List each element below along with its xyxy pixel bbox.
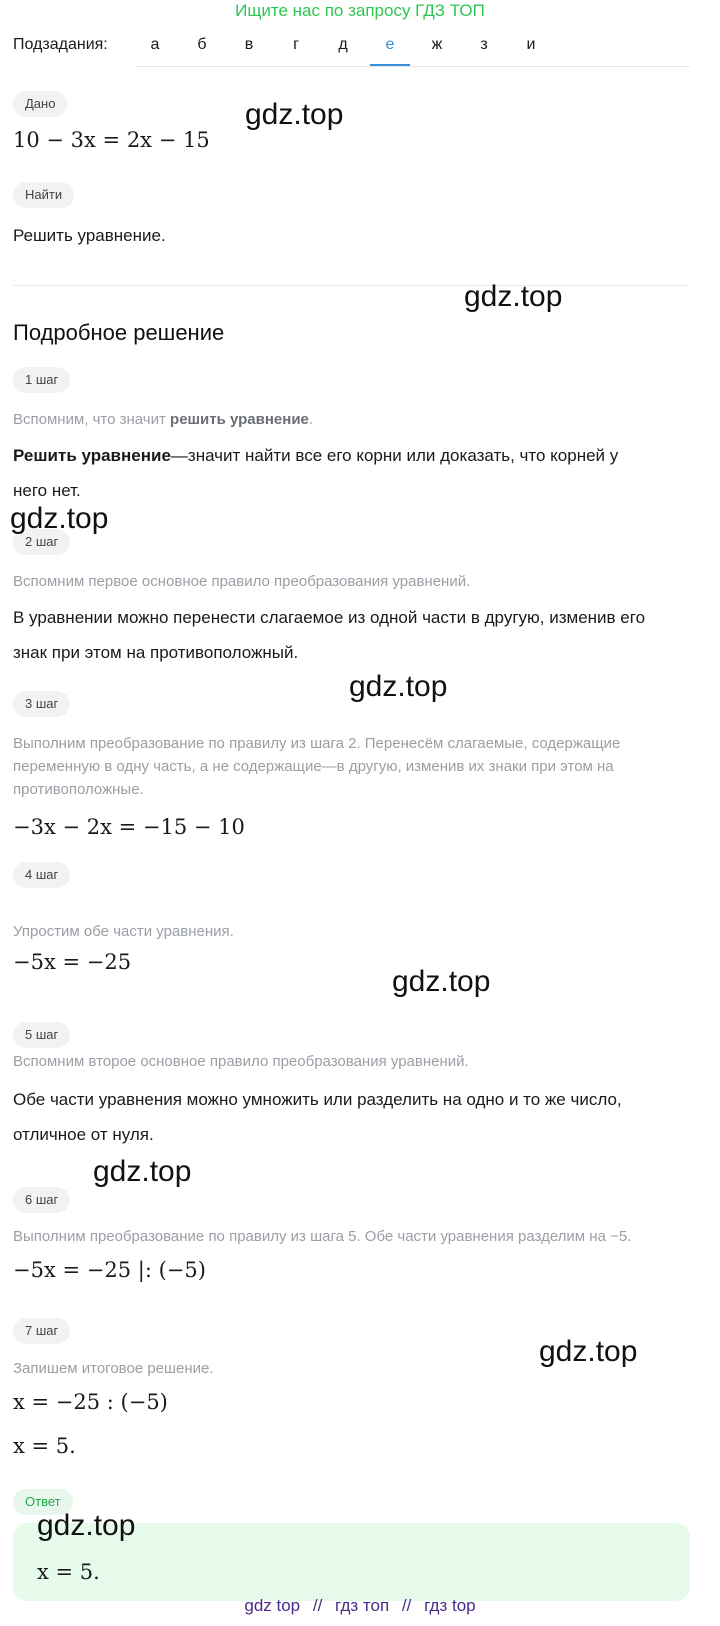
tab-g[interactable]: г xyxy=(293,36,299,53)
step-4-badge: 4 шаг xyxy=(13,862,70,888)
step-3-badge: 3 шаг xyxy=(13,691,70,717)
given-badge: Дано xyxy=(13,91,67,117)
step-6-hint: Выполним преобразование по правилу из шага 5. Обе части уравнения разделим на −5. xyxy=(13,1228,632,1245)
tab-v[interactable]: в xyxy=(244,36,254,53)
step-2-body: В уравнении можно перенести слагаемое из одной части в другую, изменив его знак при этом на противоположный. xyxy=(13,608,646,662)
find-text: Решить уравнение. xyxy=(13,226,166,245)
step-5-body: Обе части уравнения можно умножить или разделить на одно и то же число, отличное от нуля. xyxy=(13,1090,622,1144)
step-1-hint: Вспомним, что значит решить уравнение. xyxy=(13,411,314,428)
footer-link-2[interactable]: гдз топ xyxy=(335,1596,390,1615)
watermark: gdz.top xyxy=(93,1155,192,1188)
subtasks-label: Подзадания: xyxy=(13,36,108,53)
footer-separator: // xyxy=(312,1596,323,1615)
step-6-math: −5x = −25 |: (−5) xyxy=(13,1258,206,1282)
step-2-badge: 2 шаг xyxy=(13,529,70,555)
step-7-badge: 7 шаг xyxy=(13,1318,70,1344)
subtasks-tabs xyxy=(135,30,690,67)
promo-banner: Ищите нас по запросу ГДЗ ТОП xyxy=(235,1,485,20)
footer-links xyxy=(0,1596,720,1616)
answer-value: x = 5. xyxy=(37,1560,100,1584)
watermark: gdz.top xyxy=(37,1509,136,1542)
step-5-hint: Вспомним второе основное правило преобразования уравнений. xyxy=(13,1053,469,1070)
step-7-math-2: x = 5. xyxy=(13,1434,76,1458)
find-badge: Найти xyxy=(13,182,74,208)
watermark: gdz.top xyxy=(349,670,448,703)
footer-link-1[interactable]: gdz top xyxy=(244,1596,301,1615)
step-4-hint: Упростим обе части уравнения. xyxy=(13,923,234,940)
footer-link-3[interactable]: гдз top xyxy=(424,1596,476,1615)
step-4-math: −5x = −25 xyxy=(13,950,132,974)
tab-d[interactable]: д xyxy=(338,36,348,53)
step-3-math: −3x − 2x = −15 − 10 xyxy=(13,815,245,839)
step-5-badge: 5 шаг xyxy=(13,1022,70,1048)
watermark: gdz.top xyxy=(539,1335,638,1368)
step-2-hint: Вспомним первое основное правило преобразования уравнений. xyxy=(13,573,471,590)
watermark: gdz.top xyxy=(10,502,109,535)
watermark: gdz.top xyxy=(464,280,563,313)
tab-i[interactable]: и xyxy=(526,36,536,53)
given-equation: 10 − 3x = 2x − 15 xyxy=(13,128,210,152)
tab-b[interactable]: б xyxy=(197,36,207,53)
footer-separator: // xyxy=(401,1596,412,1615)
solution-title: Подробное решение xyxy=(13,320,225,345)
answer-badge: Ответ xyxy=(13,1489,73,1515)
tab-zh[interactable]: ж xyxy=(431,36,443,53)
step-3-hint: Выполним преобразование по правилу из шага 2. Перенесём слагаемые, содержащие переменную в одну часть, а не содержащие—в другую, изменив их знаки при этом на противоположные. xyxy=(13,735,621,798)
tab-z[interactable]: з xyxy=(480,36,488,53)
tab-e-active[interactable]: е xyxy=(370,36,410,66)
tab-a[interactable]: а xyxy=(150,36,160,53)
step-7-hint: Запишем итоговое решение. xyxy=(13,1360,214,1377)
divider xyxy=(13,285,690,286)
step-1-body: Решить уравнение—значит найти все его корни или доказать, что корней у него нет. xyxy=(13,446,619,500)
watermark: gdz.top xyxy=(392,965,491,998)
watermark: gdz.top xyxy=(245,98,344,131)
step-1-badge: 1 шаг xyxy=(13,367,70,393)
step-7-math-1: x = −25 : (−5) xyxy=(13,1390,168,1414)
step-6-badge: 6 шаг xyxy=(13,1187,70,1213)
